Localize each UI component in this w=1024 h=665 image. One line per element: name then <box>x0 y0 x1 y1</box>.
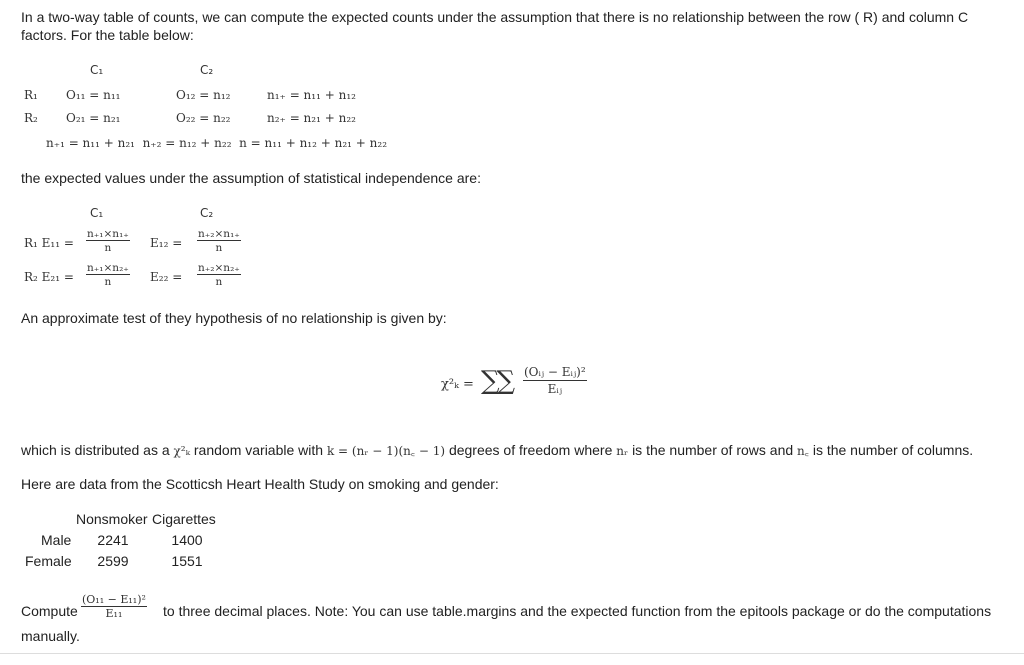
table-header-cigarettes: Cigarettes <box>152 510 216 527</box>
distributed-k-expr: k = (nᵣ − 1)(n꜀ − 1) <box>326 444 446 458</box>
exp-e22-denominator: n <box>215 276 223 288</box>
table-header-row <box>21 508 222 529</box>
compute-denominator: E₁₁ <box>105 607 123 620</box>
exp-e11-denominator: n <box>104 242 112 254</box>
formula-fraction <box>523 365 587 397</box>
test-intro: An approximate test of they hypothesis of no relationship is given by: <box>21 310 447 326</box>
exp-e22-numerator: n₊₂×n₂₊ <box>198 262 240 274</box>
obs-o12: O₁₂ = n₁₂ <box>176 88 231 102</box>
exp-e12-numerator: n₊₂×n₁₊ <box>198 228 240 240</box>
distributed-nr: nᵣ <box>616 444 629 458</box>
obs-o22: O₂₂ = n₂₂ <box>176 111 231 125</box>
distributed-line <box>21 442 973 460</box>
table-row-label: Female <box>25 552 72 569</box>
table-cell: 2241 <box>97 531 129 548</box>
distributed-mid2: degrees of freedom where <box>448 442 613 458</box>
distributed-mid3: is the number of rows and <box>632 442 794 458</box>
page-divider <box>0 653 1024 654</box>
exp-e12-denominator: n <box>215 242 223 254</box>
distributed-chi: χ²ₖ <box>173 444 190 458</box>
obs-margins: n₊₁ = n₁₁ + n₂₁ n₊₂ = n₁₂ + n₂₂ n = n₁₁ + n₁₂ + n₂₁ + n₂₂ <box>46 136 387 150</box>
exp-e22-fraction <box>197 262 241 289</box>
formula-sigma: ∑∑ <box>481 366 513 396</box>
formula-lhs: χ²ₖ = <box>441 377 474 392</box>
obs-o11: O₁₁ = n₁₁ <box>66 88 121 102</box>
obs-o21: O₂₁ = n₂₁ <box>66 111 121 125</box>
table-row <box>21 550 222 571</box>
exp-e21-denominator: n <box>104 276 112 288</box>
obs-col-c2: C₂ <box>200 63 214 77</box>
expected-intro: the expected values under the assumption of statistical independence are: <box>21 170 481 186</box>
obs-n2plus: n₂₊ = n₂₁ + n₂₂ <box>267 111 356 125</box>
formula-denominator: Eᵢⱼ <box>547 382 562 396</box>
exp-r1-prefix: R₁ E₁₁ = <box>24 236 74 250</box>
obs-col-c1: C₁ <box>90 63 104 77</box>
distributed-pre: which is distributed as a <box>21 442 170 458</box>
obs-n1plus: n₁₊ = n₁₁ + n₁₂ <box>267 88 356 102</box>
intro-line-2: factors. For the table below: <box>21 27 194 43</box>
data-intro: Here are data from the Scotticsh Heart Health Study on smoking and gender: <box>21 476 499 492</box>
distributed-nc: n꜀ <box>797 444 809 458</box>
exp-r2-prefix: R₂ E₂₁ = <box>24 270 74 284</box>
table-cell: 2599 <box>97 552 129 569</box>
table-header-nonsmoker: Nonsmoker <box>76 510 148 527</box>
table-row-label: Male <box>41 531 72 548</box>
exp-col-c2: C₂ <box>200 206 214 220</box>
exp-e22-prefix: E₂₂ = <box>150 270 183 284</box>
formula-numerator: (Oᵢⱼ − Eᵢⱼ)² <box>524 365 586 379</box>
exp-col-c1: C₁ <box>90 206 104 220</box>
distributed-end: is the number of columns. <box>812 442 974 458</box>
table-cell: 1400 <box>171 531 203 548</box>
table-cell: 1551 <box>171 552 203 569</box>
table-row <box>21 529 222 550</box>
exp-e21-numerator: n₊₁×n₂₊ <box>87 262 129 274</box>
compute-post: to three decimal places. Note: You can use table.margins and the expected function from the epitools package or do the computations <box>163 603 992 619</box>
exp-e21-fraction <box>86 262 130 289</box>
obs-row-r1: R₁ <box>24 88 38 102</box>
exp-e11-fraction <box>86 228 130 255</box>
compute-pre: Compute <box>21 603 78 619</box>
exp-e11-numerator: n₊₁×n₁₊ <box>87 228 129 240</box>
intro-line-1: In a two-way table of counts, we can compute the expected counts under the assumption that there is no relationship between the row ( R) and column C <box>21 9 969 25</box>
exp-e12-fraction <box>197 228 241 255</box>
compute-fraction <box>81 594 147 621</box>
distributed-mid1: random variable with <box>193 442 324 458</box>
obs-row-r2: R₂ <box>24 111 38 125</box>
smoking-gender-table <box>21 508 222 571</box>
exp-e12-prefix: E₁₂ = <box>150 236 183 250</box>
compute-numerator: (O₁₁ − E₁₁)² <box>82 593 146 606</box>
compute-line-2: manually. <box>21 628 80 644</box>
